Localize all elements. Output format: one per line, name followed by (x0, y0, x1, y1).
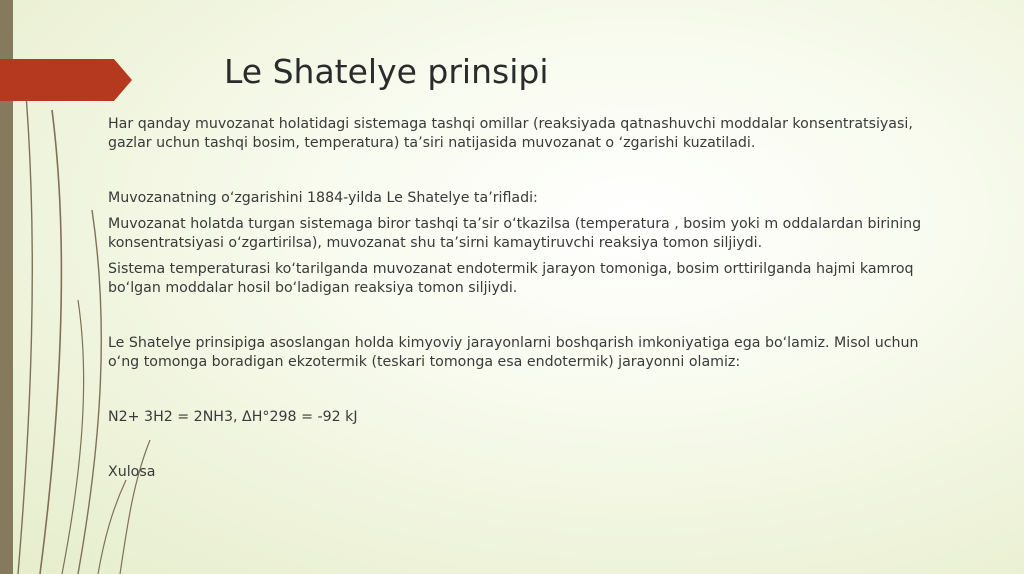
body-paragraph-intro: Har qanday muvozanat holatidagi sistemaga tashqi omillar (reaksiyada qatnashuvchi moddalar konsentratsiyasi, gazlar uchun tashqi bosim, temperatura) ta’siri natijasida muvozanat o ‘zgarishi kuzatiladi. (108, 116, 913, 151)
conclusion-label: Xulosa (108, 464, 156, 480)
slide-body (108, 115, 944, 482)
body-paragraph-application: Le Shatelye prinsipiga asoslangan holda kimyoviy jarayonlarni boshqarish imkoniyatiga ega bo‘lamiz. Misol uchun o‘ng tomonga boradigan ekzotermik (teskari tomonga esa endotermik) jarayonni olamiz: (108, 335, 919, 370)
reaction-equation: N2+ 3H2 = 2NH3, ΔH°298 = -92 kJ (108, 409, 358, 425)
slide-title: Le Shatelye prinsipi (224, 52, 549, 91)
body-paragraph-history: Muvozanatning o‘zgarishini 1884-yilda Le Shatelye ta’rifladi: (108, 190, 538, 206)
body-paragraph-temperature-pressure: Sistema temperaturasi ko‘tarilganda muvozanat endotermik jarayon tomoniga, bosim orttirilganda hajmi kamroq bo‘lgan moddalar hosil bo‘ladigan reaksiya tomon siljiydi. (108, 261, 914, 296)
body-paragraph-principle: Muvozanat holatda turgan sistemaga biror tashqi ta’sir o‘tkazilsa (temperatura , bosim yoki m oddalardan birining konsentratsiyasi o‘zgartirilsa), muvozanat shu ta’sirni kamaytiruvchi reaksiya tomon siljiydi. (108, 216, 922, 251)
title-arrow-accent (0, 59, 132, 101)
